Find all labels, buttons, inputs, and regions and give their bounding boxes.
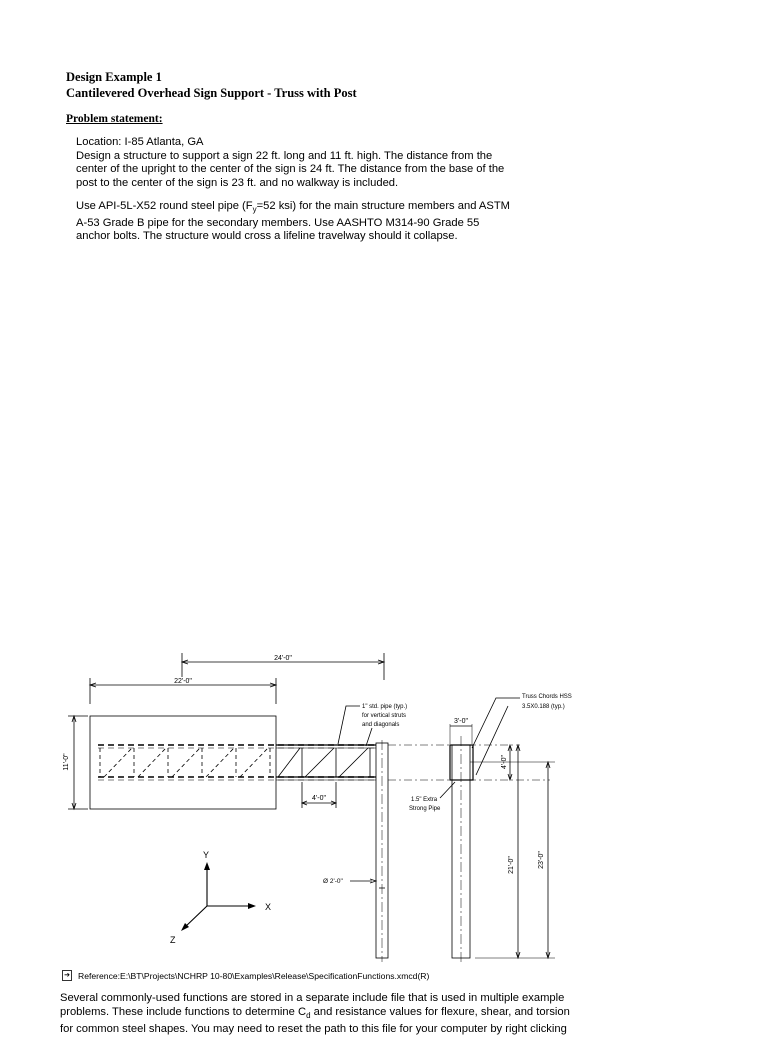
axis-x-label: X (265, 902, 272, 912)
dim-24ft: 24'-0" (274, 655, 292, 662)
side-view-truss-section (450, 745, 473, 780)
axis-z-label: Z (170, 935, 176, 945)
footer-line: problems. These include functions to determine $C_d$ and resistance values for flexure, shear, and torsion (60, 1005, 570, 1021)
note-std-pipe-3: and diagonals (362, 722, 400, 728)
footer-line: for common steel shapes. You may need to reset the path to this file for your computer by right clicking (60, 1022, 567, 1035)
materials-line: A-53 Grade B pipe for the secondary members. Use AASHTO M314-90 Grade 55 (76, 216, 480, 229)
note-diameter: Ø 2'-0" (323, 878, 343, 885)
note-std-pipe-2: for vertical struts (362, 713, 407, 719)
problem-paragraph-2 (76, 200, 510, 244)
dim-4ft-panel: 4'-0" (312, 795, 326, 802)
note-chords-1: Truss Chords HSS (522, 694, 572, 700)
problem-heading: Problem statement: (66, 113, 163, 125)
note-std-pipe-1: 1" std. pipe (typ.) (362, 704, 408, 710)
reference-line (62, 970, 429, 981)
reference-path: Reference:E:\BT\Projects\NCHRP 10-80\Examples\Release\SpecificationFunctions.xmcd(R) (78, 970, 430, 981)
materials-line: anchor bolts. The structure would cross a lifeline travelway should it collapse. (76, 230, 458, 243)
dim-23ft: 23'-0" (538, 851, 545, 869)
problem-line: center of the upright to the center of the sign is 24 ft. The distance from the base of the (76, 163, 505, 176)
note-chords-2: 3.5X0.188 (typ.) (522, 704, 565, 710)
problem-line: Design a structure to support a sign 22 ft. long and 11 ft. high. The distance from the (76, 149, 493, 162)
footer-line: Several commonly-used functions are stored in a separate include file that is used in multiple example (60, 992, 565, 1004)
dim-22ft: 22'-0" (174, 678, 192, 685)
problem-line: post to the center of the sign is 23 ft. and no walkway is included. (76, 176, 399, 189)
note-extra-1: 1.5" Extra (411, 797, 438, 803)
note-extra-2: Strong Pipe (409, 806, 441, 812)
sign-support-drawing (0, 640, 768, 965)
materials-line: Use API-5L-X52 round steel pipe ($F_y=52$ ksi) for the main structure members and ASTM (76, 200, 510, 215)
problem-paragraph-1 (76, 136, 504, 190)
coordinate-axes (170, 850, 271, 945)
title-line-1: Design Example 1 (66, 70, 162, 84)
dim-4ft-vertical: 4'-0" (501, 755, 508, 769)
location-line: Location: I-85 Atlanta, GA (76, 136, 204, 148)
dim-3ft: 3'-0" (454, 718, 468, 725)
dim-21ft: 21'-0" (508, 856, 515, 874)
dim-11ft: 11'-0" (63, 753, 70, 771)
axis-y-label: Y (203, 850, 210, 860)
footer-paragraph (60, 992, 570, 1037)
sign-panel (90, 716, 276, 809)
include-arrow-icon[interactable]: ➔ (62, 970, 72, 981)
title-line-2: Cantilevered Overhead Sign Support - Truss with Post (66, 86, 357, 100)
